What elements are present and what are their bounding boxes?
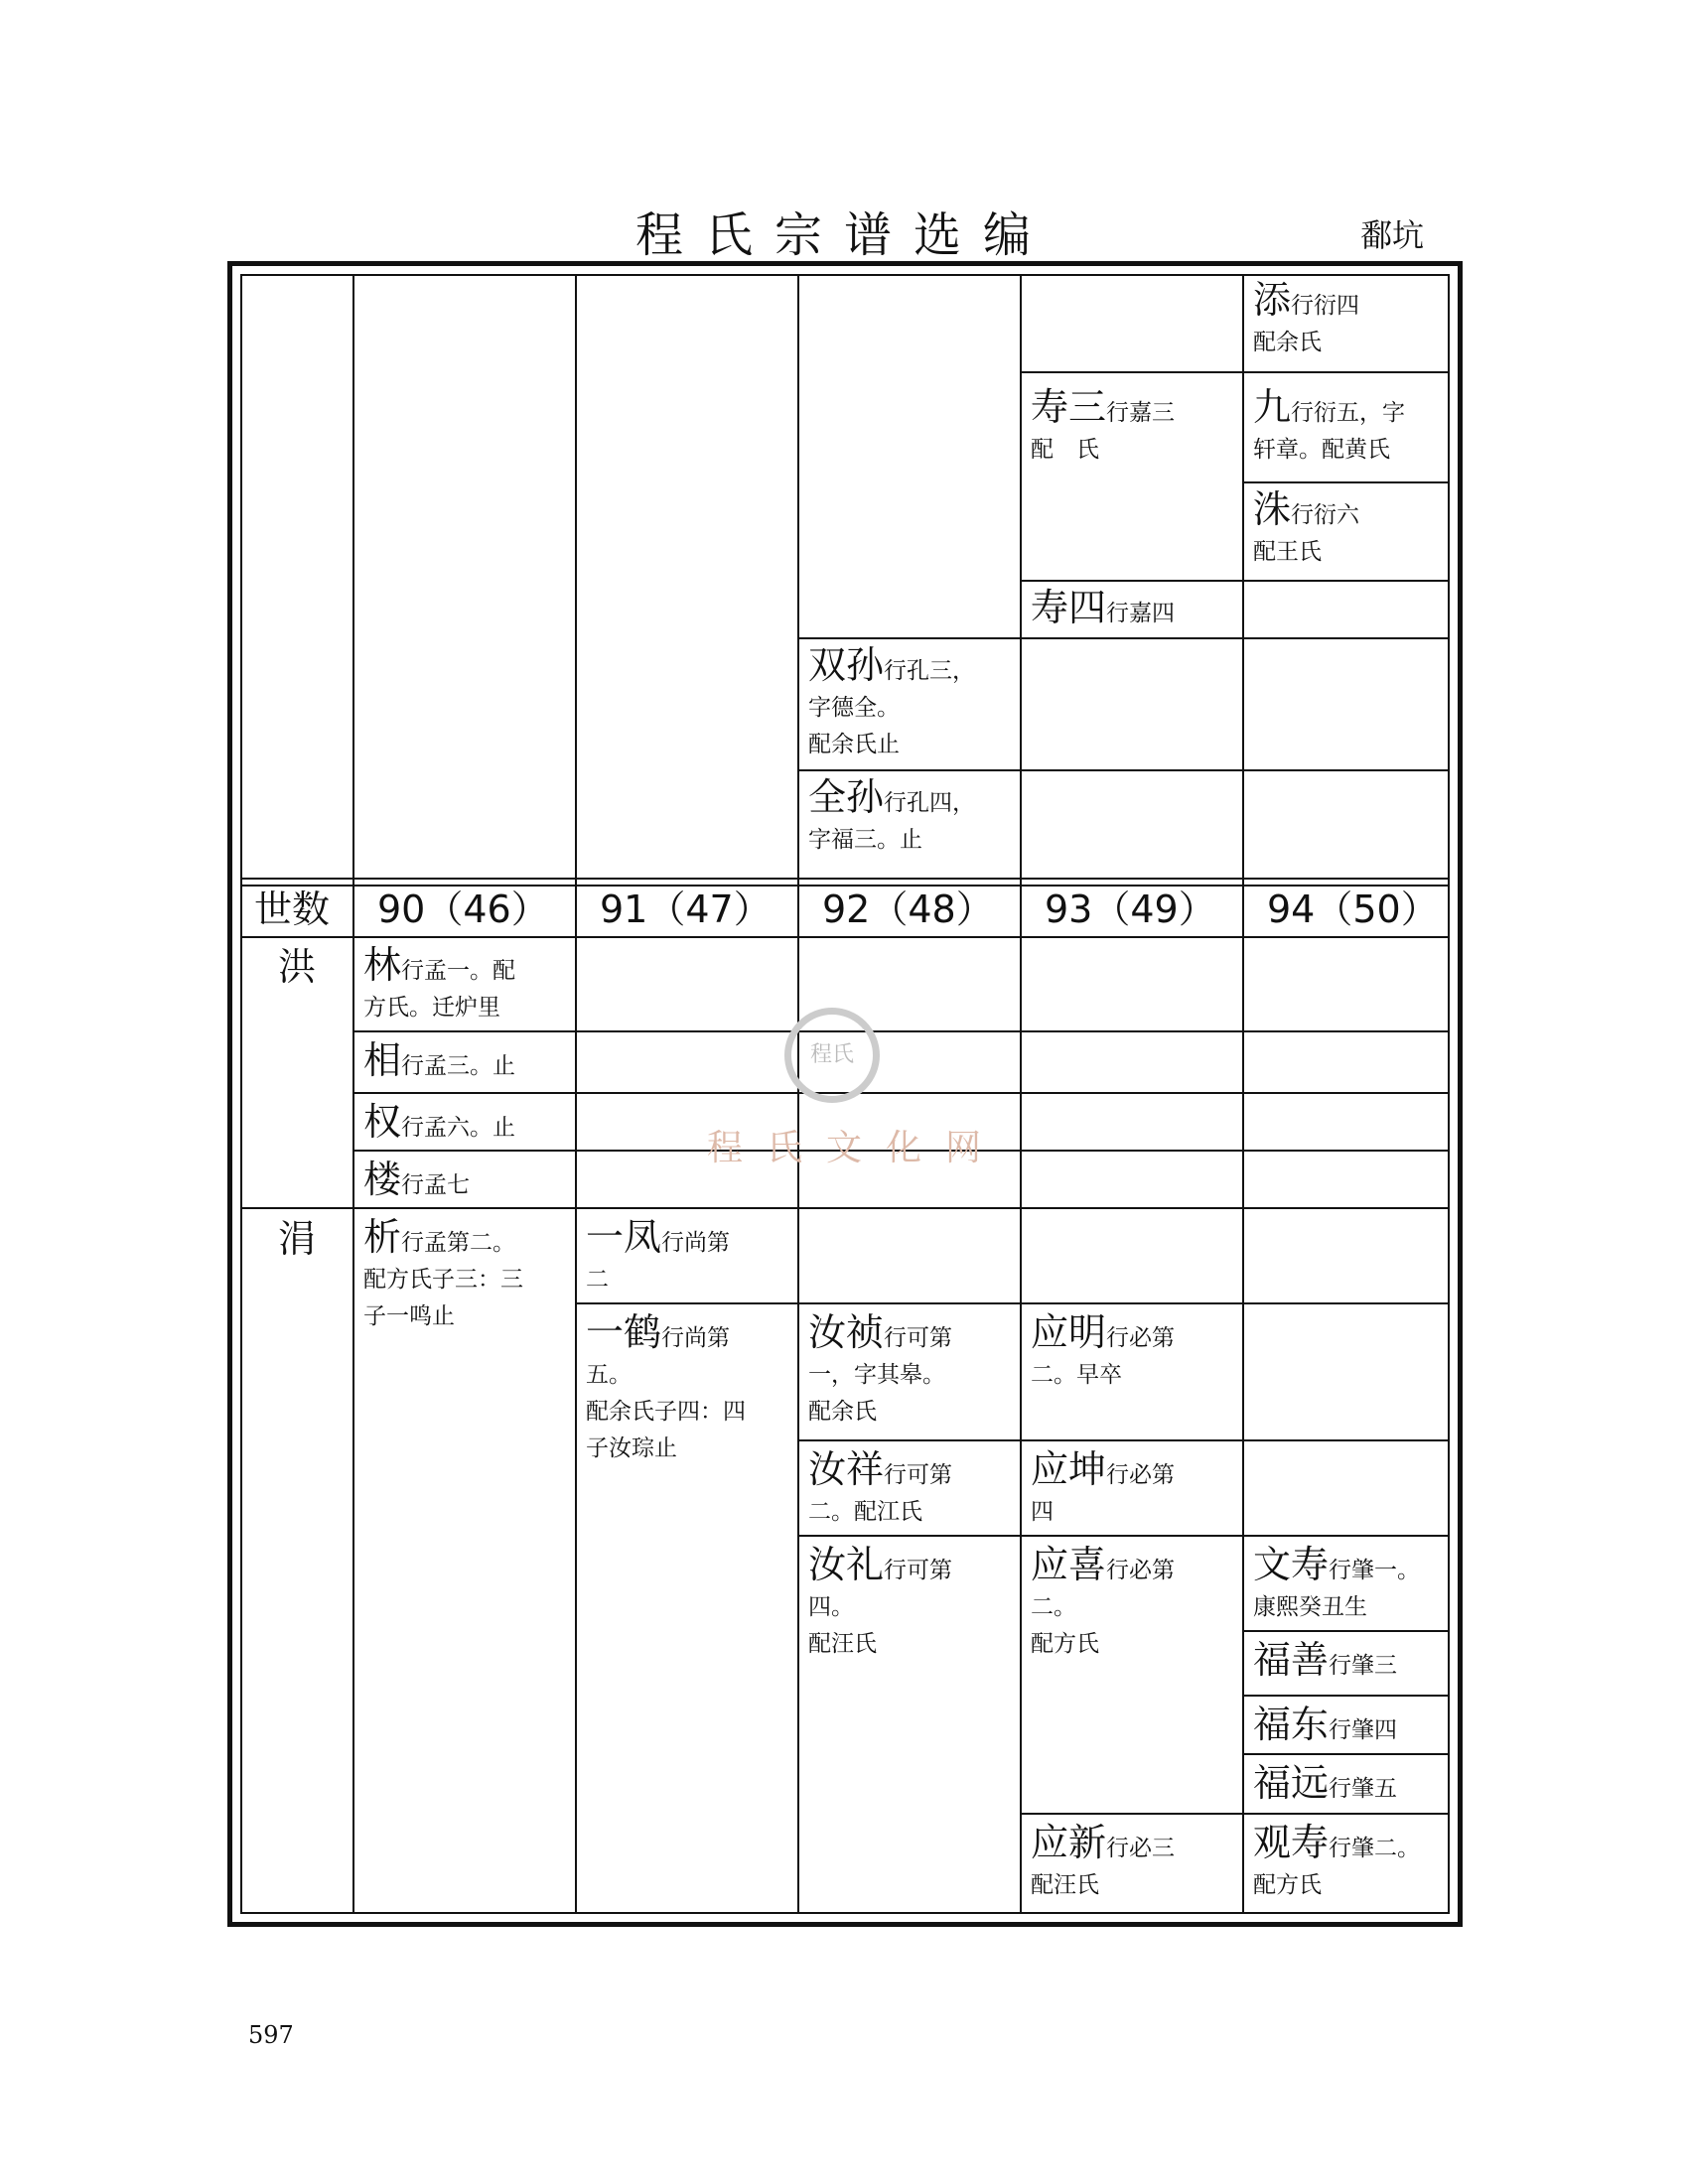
row-line <box>352 1092 1450 1094</box>
entry-zhu: 洙行衍六 配王氏 <box>1253 487 1360 565</box>
entry-lin: 林行孟一。配 方氏。迁炉里 <box>363 943 516 1021</box>
entry-fushan: 福善行肇三 <box>1253 1638 1398 1682</box>
section-separator <box>242 878 1448 887</box>
entry-xiang: 相行孟三。止 <box>363 1038 516 1082</box>
entry-yingxi: 应喜行必第 二。 配方氏 <box>1031 1543 1176 1657</box>
entry-ruzhen: 汝祯行可第 一，字其皋。 配余氏 <box>808 1310 953 1425</box>
watermark-seal: 程氏 <box>784 1008 880 1103</box>
generation-94: 94（50） <box>1267 887 1439 931</box>
entry-yihe: 一鹤行尚第 五。 配余氏子四：四 子汝琮止 <box>586 1310 746 1461</box>
branch-hong: 洪 <box>278 945 317 989</box>
row-line <box>797 1535 1450 1537</box>
generation-90: 90（46） <box>377 887 549 931</box>
row-line <box>1242 1753 1450 1755</box>
column-line <box>1020 276 1022 1914</box>
row-line <box>1242 1695 1450 1697</box>
entry-shuangsun: 双孙行孔三， 字德全。 配余氏止 <box>808 643 976 757</box>
row-line <box>797 637 1450 639</box>
entry-yingxin: 应新行必三 配汪氏 <box>1031 1821 1176 1898</box>
row-line <box>1242 481 1450 483</box>
watermark-text: 程氏文化网 <box>707 1128 1006 1168</box>
page-number: 597 <box>248 2021 294 2049</box>
generation-92: 92（48） <box>822 887 994 931</box>
row-line <box>242 1207 1450 1209</box>
entry-ruxiang: 汝祥行可第 二。配江氏 <box>808 1447 953 1525</box>
row-line <box>1242 1630 1450 1632</box>
entry-yifeng: 一凤行尚第 二 <box>586 1215 731 1293</box>
entry-yingming: 应明行必第 二。早卒 <box>1031 1310 1176 1388</box>
entry-quansun: 全孙行孔四， 字福三。止 <box>808 775 976 853</box>
branch-juan: 涓 <box>278 1217 317 1261</box>
column-line <box>352 276 354 1914</box>
row-line <box>575 1302 1450 1304</box>
entry-tian: 添行衍四 配余氏 <box>1253 278 1360 355</box>
column-line <box>575 276 577 1914</box>
row-line <box>1020 1813 1450 1815</box>
entry-lou: 楼行孟七 <box>363 1158 471 1201</box>
row-line <box>1020 371 1242 373</box>
entry-shousi: 寿四行嘉四 <box>1031 586 1176 629</box>
row-line <box>797 769 1450 771</box>
row-line <box>1242 371 1450 373</box>
generation-93: 93（49） <box>1045 887 1216 931</box>
row-line <box>242 936 1450 938</box>
entry-jiu: 九行衍五，字 轩章。配黄氏 <box>1253 385 1406 463</box>
entry-wenshou: 文寿行肇一。 康熙癸丑生 <box>1253 1543 1421 1620</box>
entry-shousan: 寿三行嘉三 配 氏 <box>1031 385 1176 463</box>
entry-quan: 权行孟六。止 <box>363 1100 516 1144</box>
entry-guanshou: 观寿行肇二。 配方氏 <box>1253 1821 1421 1898</box>
row-line <box>352 1030 1450 1032</box>
row-line <box>1020 580 1450 582</box>
row-line <box>797 1439 1450 1441</box>
village-name: 鄱坑 <box>1360 216 1425 254</box>
generation-label: 世数 <box>254 887 331 931</box>
page-title: 程氏宗谱选编 <box>634 207 1053 263</box>
entry-yingkun: 应坤行必第 四 <box>1031 1447 1176 1525</box>
entry-ruli: 汝礼行可第 四。 配汪氏 <box>808 1543 953 1657</box>
entry-fudong: 福东行肇四 <box>1253 1703 1398 1746</box>
generation-91: 91（47） <box>600 887 772 931</box>
entry-xi: 析行孟第二。 配方氏子三：三 子一鸣止 <box>363 1215 523 1329</box>
column-line <box>1242 276 1244 1914</box>
entry-fuyuan: 福远行肇五 <box>1253 1761 1398 1805</box>
column-line <box>797 276 799 1914</box>
